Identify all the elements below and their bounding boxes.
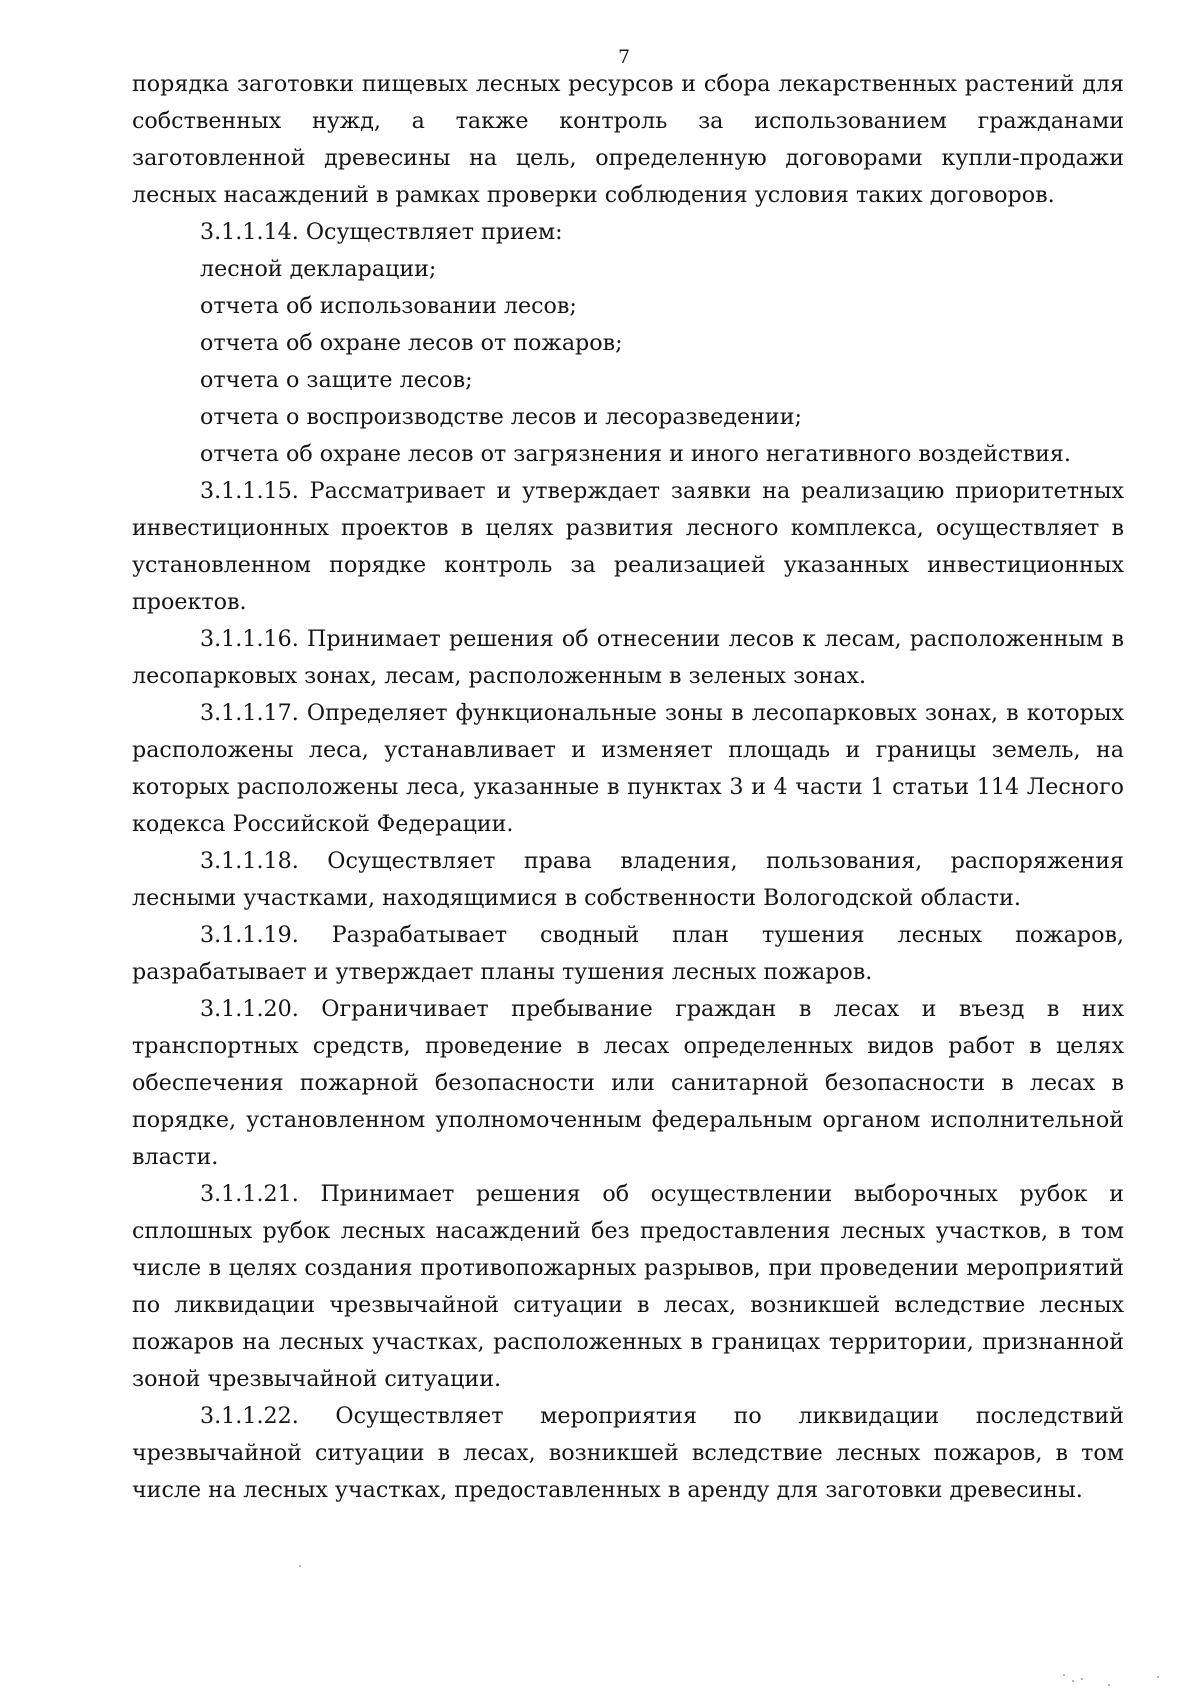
paragraph-3-1-1-14: 3.1.1.14. Осуществляет прием: bbox=[200, 219, 563, 245]
list-item-forest-use-report: отчета об использовании лесов; bbox=[200, 293, 577, 319]
list-item-forest-protection-report: отчета о защите лесов; bbox=[200, 367, 473, 393]
list-item-pollution-report: отчета об охране лесов от загрязнения и иного негативного воздействия. bbox=[200, 441, 1071, 467]
scan-speck bbox=[1108, 1684, 1110, 1686]
paragraph-3-1-1-19: 3.1.1.19. Разрабатывает сводный план тушения лесных пожаров, разрабатывает и утверждает планы тушения лесных пожаров. bbox=[132, 922, 1124, 985]
scan-speck bbox=[1081, 1678, 1083, 1680]
list-item-reproduction-report: отчета о воспроизводстве лесов и лесоразведении; bbox=[200, 404, 802, 430]
paragraph-3-1-1-17: 3.1.1.17. Определяет функциональные зоны в лесопарковых зонах, в которых расположены леса, устанавливает и изменяет площадь и границы земель, на которых расположены леса, указанные в пунктах 3 и 4 части 1 статьи 114 Лесного кодекса Российской Федерации. bbox=[132, 700, 1124, 837]
paragraph-3-1-1-21: 3.1.1.21. Принимает решения об осуществлении выборочных рубок и сплошных рубок лесных насаждений без предоставления лесных участков, в том числе в целях создания противопожарных разрывов, при проведении мероприятий по ликвидации чрезвычайной ситуации в лесах, возникшей вследствие лесных пожаров на лесных участках, расположенных в границах территории, признанной зоной чрезвычайной ситуации. bbox=[132, 1181, 1124, 1392]
paragraph-3-1-1-20: 3.1.1.20. Ограничивает пребывание граждан в лесах и въезд в них транспортных средств, проведение в лесах определенных видов работ в целях обеспечения пожарной безопасности или санитарной безопасности в лесах в порядке, установленном уполномоченным федеральным органом исполнительной власти. bbox=[132, 996, 1124, 1170]
scan-speck bbox=[1072, 1680, 1074, 1682]
scan-speck bbox=[299, 1565, 301, 1567]
scan-speck bbox=[1063, 1674, 1065, 1676]
scan-speck bbox=[1157, 1676, 1159, 1678]
paragraph-3-1-1-16: 3.1.1.16. Принимает решения об отнесении лесов к лесам, расположенным в лесопарковых зонах, лесам, расположенным в зеленых зонах. bbox=[132, 626, 1124, 689]
paragraph-3-1-1-15: 3.1.1.15. Рассматривает и утверждает заявки на реализацию приоритетных инвестиционных проектов в целях развития лесного комплекса, осуществляет в установленном порядке контроль за реализацией указанных инвестиционных проектов. bbox=[132, 478, 1124, 615]
paragraph-3-1-1-18: 3.1.1.18. Осуществляет права владения, пользования, распоряжения лесными участками, находящимися в собственности Вологодской области. bbox=[132, 848, 1124, 911]
list-item-forest-declaration: лесной декларации; bbox=[200, 256, 437, 282]
paragraph-3-1-1-22: 3.1.1.22. Осуществляет мероприятия по ликвидации последствий чрезвычайной ситуации в лесах, возникшей вследствие лесных пожаров, в том числе на лесных участках, предоставленных в аренду для заготовки древесины. bbox=[132, 1403, 1124, 1503]
document-body bbox=[132, 66, 1124, 1509]
paragraph-continuation: порядка заготовки пищевых лесных ресурсов и сбора лекарственных растений для собственных нужд, а также контроль за использованием гражданами заготовленной древесины на цель, определенную договорами купли-продажи лесных насаждений в рамках проверки соблюдения условия таких договоров. bbox=[132, 71, 1124, 208]
list-item-fire-protection-report: отчета об охране лесов от пожаров; bbox=[200, 330, 623, 356]
page-number: 7 bbox=[617, 46, 631, 68]
